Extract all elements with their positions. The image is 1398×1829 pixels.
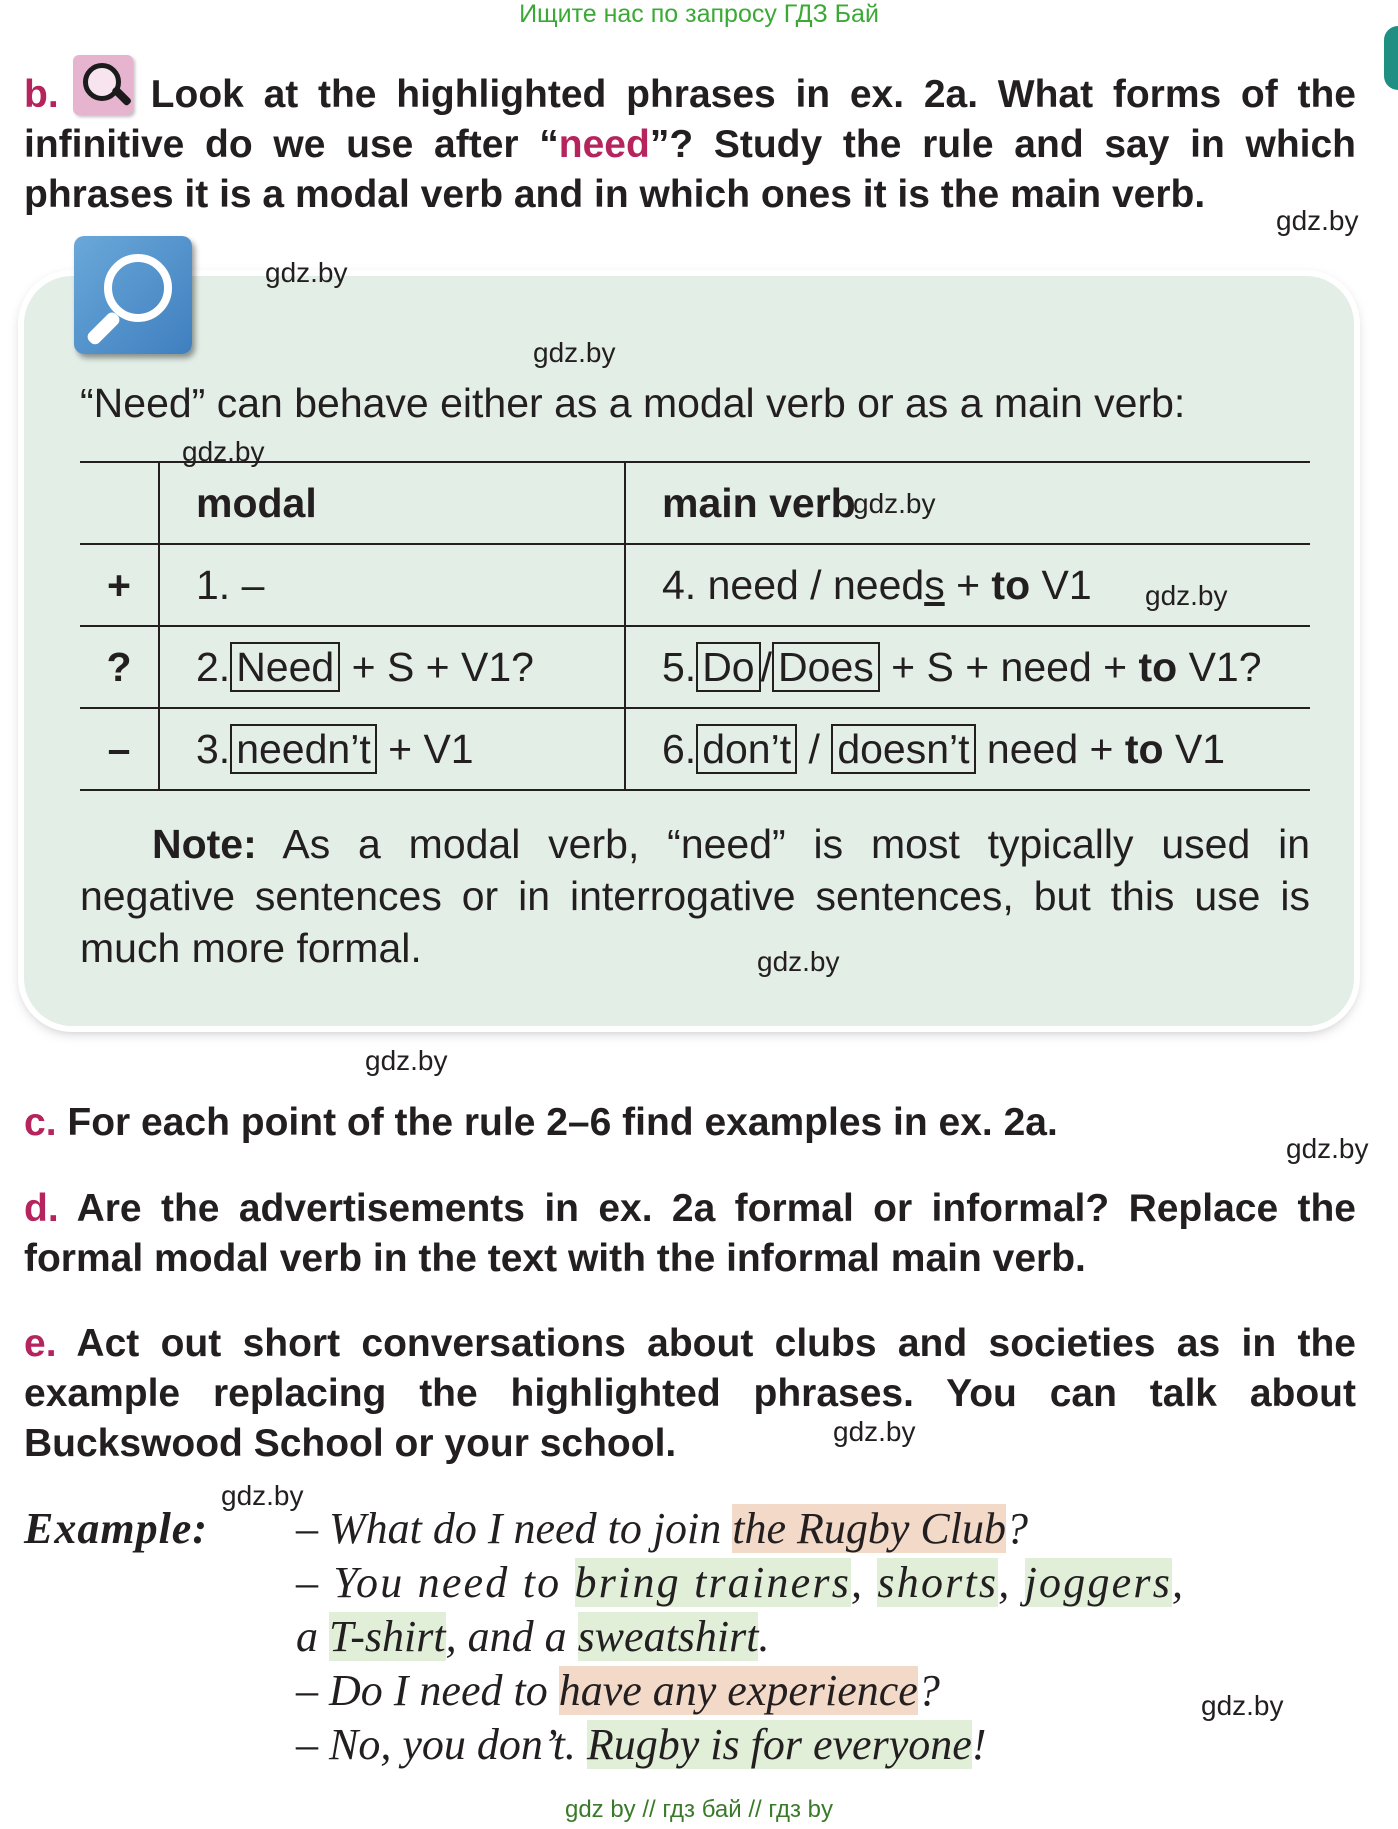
example-line-1 [296,1502,1028,1556]
note-label: Note: [152,821,257,867]
text: ? [917,1666,940,1715]
main-plus: + [944,561,992,608]
main-boxed-1: don’t [696,724,797,774]
highlight-phrase: Rugby is for everyone [586,1720,972,1769]
main-sep: / [760,643,773,690]
watermark: gdz.by [1201,1690,1284,1721]
main-v1: V1 [1030,561,1092,608]
main-end: V1? [1177,643,1262,690]
highlight-phrase: shorts [877,1558,999,1607]
highlight-phrase: have any experience [558,1666,918,1715]
table-row [80,708,1310,790]
table-row [80,544,1310,626]
main-underlined-s: s [924,561,945,608]
highlight-phrase: the Rugby Club [732,1504,1006,1553]
watermark: gdz.by [365,1045,448,1076]
text: ? [1006,1504,1028,1553]
main-num: 6. [662,725,697,772]
example-label: Example: [24,1504,208,1553]
rule-intro: “Need” can behave either as a modal verb or as a main verb: [80,380,1186,426]
task-e-letter: e. [24,1322,57,1365]
example-line-5 [296,1718,986,1772]
task-e [24,1319,1356,1469]
main-sep: / [797,725,832,772]
watermark: gdz.by [833,1416,916,1447]
main-boxed-2: Does [772,642,880,692]
task-c [24,1098,1356,1148]
task-b-text-2: ”? Study the rule and say in which phrases it is a modal verb and in which ones it is the main verb. [24,123,1356,216]
text: – You need to [296,1558,575,1607]
main-boxed-1: Do [696,642,760,692]
row-main [625,626,1310,708]
modal-num: 2. [196,643,231,690]
magnifier-icon [74,236,192,354]
header-main-verb [625,462,1310,544]
main-end: V1 [1163,725,1226,772]
row-sign: + [80,544,159,626]
highlight-phrase: sweatshirt [577,1612,759,1661]
text: – Do I need to [296,1666,559,1715]
task-c-letter: c. [24,1101,57,1144]
task-b-text-1: Look at the highlighted phrases in ex. 2a. What forms of the infinitive do we use after “ [24,73,1356,166]
row-modal: 1. – [159,544,625,626]
main-rest: need + [975,725,1125,772]
watermark: gdz.by [182,436,265,467]
main-rest: + S + need + [879,643,1139,690]
task-b-letter: b. [24,73,59,116]
text: a [296,1612,329,1661]
task-d [24,1184,1356,1284]
text: ! [971,1720,987,1769]
row-modal [159,626,625,708]
watermark: gdz.by [221,1480,304,1511]
watermark: gdz.by [533,337,616,368]
rule-table [80,461,1310,791]
table-row [80,626,1310,708]
task-d-text: Are the advertisements in ex. 2a formal or informal? Replace the formal modal verb in the text with the informal main verb. [24,1187,1357,1280]
text: , and a [445,1612,578,1661]
main-to: to [1138,643,1178,690]
main-num: 5. [662,643,697,690]
modal-boxed: needn’t [230,724,377,774]
task-b-need: need [558,123,650,166]
watermark: gdz.by [757,946,840,977]
watermark: gdz.by [1276,205,1359,236]
watermark: gdz.by [265,257,348,288]
watermark: gdz.by [1286,1133,1369,1164]
watermark: gdz.by [853,488,936,519]
table-header-row [80,462,1310,544]
main-to: to [991,561,1031,608]
highlight-phrase: joggers [1024,1558,1173,1607]
modal-boxed: Need [230,642,340,692]
footer-links[interactable]: gdz by // гдз бай // гдз by [564,1796,834,1823]
task-d-letter: d. [24,1187,59,1230]
task-b [24,55,1356,220]
modal-num: 3. [196,725,231,772]
highlight-phrase: T-shirt [329,1612,446,1661]
header-modal: modal [159,462,625,544]
example-line-2 [296,1556,1185,1610]
main-boxed-2: doesn’t [831,724,975,774]
main-text: 4. need / need [662,561,925,608]
task-e-text: Act out short conversations about clubs and societies as in the example replacing the highlighted phrases. You can talk about Buckswood School or your school. [24,1322,1356,1465]
header-main-verb-label: main verb [662,479,856,526]
rule-note [80,818,1310,974]
text: , [998,1558,1025,1607]
search-icon [73,55,133,115]
text: – No, you don’t. [296,1720,587,1769]
row-sign: – [80,708,159,790]
row-modal [159,708,625,790]
main-to: to [1124,725,1164,772]
note-text: As a modal verb, “need” is most typically used in negative sentences or in interrogative sentences, but this use is much more formal. [80,821,1310,971]
text: – What do I need to join [296,1504,733,1553]
table-corner [80,462,159,544]
modal-rest: + V1 [376,725,474,772]
text: , [851,1558,878,1607]
watermark: gdz.by [1145,580,1228,611]
example-line-3 [296,1610,769,1664]
page-edge-tab [1384,26,1398,90]
row-sign: ? [80,626,159,708]
example-line-4 [296,1664,940,1718]
row-main [625,708,1310,790]
text: . [758,1612,770,1661]
task-c-text: For each point of the rule 2–6 find examples in ex. 2a. [67,1101,1058,1144]
modal-rest: + S + V1? [340,643,534,690]
top-banner[interactable]: Ищите нас по запросу ГДЗ Бай [519,0,879,28]
highlight-phrase: bring trainers [574,1558,852,1607]
text: , [1172,1558,1186,1607]
